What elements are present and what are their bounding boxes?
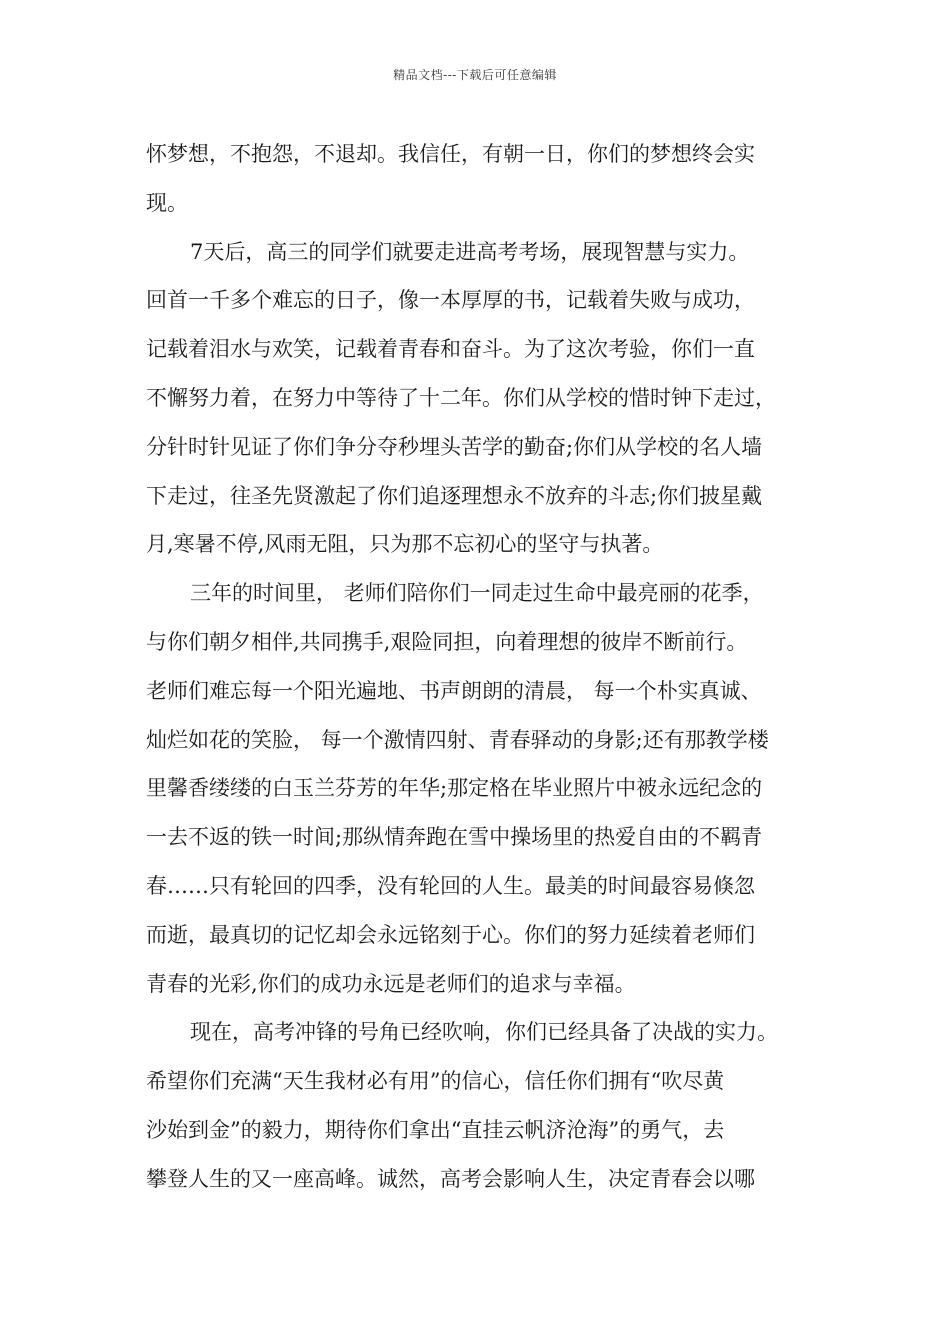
text-line: 月,寒暑不停,风雨无阻，只为那不忘初心的坚守与执著。 bbox=[146, 532, 664, 557]
text-line: 青春的光彩,你们的成功永远是老师们的追求与幸福。 bbox=[146, 971, 636, 996]
text-line: 怀梦想，不抱怨，不退却。我信任，有朝一日，你们的梦想终会实 bbox=[146, 142, 755, 166]
text-line: 沙始到金”的毅力，期待你们拿出“直挂云帆济沧海”的勇气，去 bbox=[146, 1117, 725, 1142]
text-line: 回首一千多个难忘的日子，像一本厚厚的书，记载着失败与成功， bbox=[146, 288, 755, 313]
text-line: 一去不返的铁一时间;那纵情奔跑在雪中操场里的热爱自由的不羁青 bbox=[146, 825, 763, 850]
text-line: 三年的时间里， 老师们陪你们一同走过生命中最亮丽的花季， bbox=[190, 581, 764, 606]
text-line: 春……只有轮回的四季，没有轮回的人生。最美的时间最容易倏忽 bbox=[146, 873, 755, 898]
text-line: 下走过，往圣先贤激起了你们追逐理想永不放弃的斗志;你们披星戴 bbox=[146, 483, 763, 508]
text-line: 攀登人生的又一座高峰。诚然，高考会影响人生，决定青春会以哪 bbox=[146, 1166, 755, 1191]
text-line: 里馨香缕缕的白玉兰芬芳的年华;那定格在毕业照片中被永远纪念的 bbox=[146, 776, 763, 801]
text-line: 7天后，高三的同学们就要走进高考考场，展现智慧与实力。 bbox=[190, 239, 750, 264]
text-line: 而逝，最真切的记忆却会永远铭刻于心。你们的努力延续着老师们 bbox=[146, 922, 755, 947]
body-text bbox=[146, 130, 818, 1204]
text-line: 不懈努力着，在努力中等待了十二年。你们从学校的惜时钟下走过， bbox=[146, 385, 776, 410]
text-line: 与你们朝夕相伴,共同携手,艰险同担，向着理想的彼岸不断前行。 bbox=[146, 629, 748, 654]
text-line: 现。 bbox=[146, 190, 188, 215]
text-line: 老师们难忘每一个阳光遍地、书声朗朗的清晨， 每一个朴实真诚、 bbox=[146, 678, 762, 703]
text-line: 希望你们充满“天生我材必有用”的信心，信任你们拥有“吹尽黄 bbox=[146, 1069, 725, 1094]
text-line: 现在，高考冲锋的号角已经吹响，你们已经具备了决战的实力。 bbox=[190, 1020, 778, 1045]
page-header: 精品文档---下载后可任意编辑 bbox=[393, 68, 557, 82]
text-line: 分针时针见证了你们争分夺秒埋头苦学的勤奋;你们从学校的名人墙 bbox=[146, 434, 763, 459]
text-line: 灿烂如花的笑脸， 每一个激情四射、青春驿动的身影;还有那教学楼 bbox=[146, 727, 769, 752]
text-line: 记载着泪水与欢笑，记载着青春和奋斗。为了这次考验，你们一直 bbox=[146, 337, 755, 362]
